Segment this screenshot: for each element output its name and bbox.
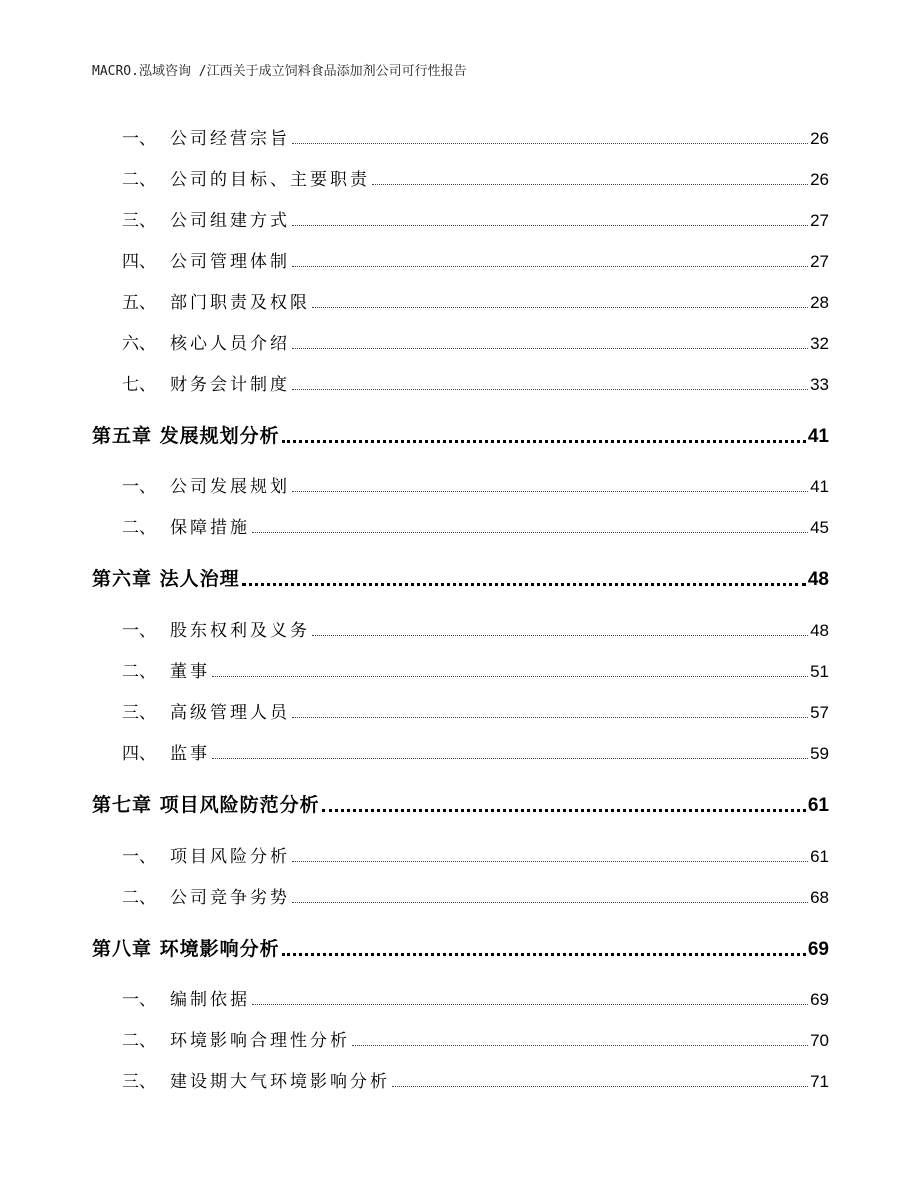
toc-entry-text: 股东权利及义务 — [170, 621, 310, 641]
toc-section-entry[interactable] — [92, 329, 829, 354]
toc-entry-number: 二、 — [122, 662, 156, 682]
toc-section-entry[interactable] — [92, 513, 829, 538]
toc-entry-text: 公司管理体制 — [170, 252, 290, 272]
toc-entry-number: 三、 — [122, 1072, 156, 1092]
toc-entry-number: 一、 — [122, 621, 156, 641]
toc-leader-dots — [322, 809, 806, 812]
toc-entry-text: 建设期大气环境影响分析 — [170, 1072, 390, 1092]
toc-entry-number: 一、 — [122, 477, 156, 497]
toc-leader-dots — [292, 348, 808, 349]
toc-leader-dots — [252, 532, 808, 533]
toc-entry-title — [122, 370, 290, 395]
toc-page-number: 41 — [807, 426, 829, 447]
toc-entry-text: 保障措施 — [170, 518, 250, 538]
toc-entry-text: 公司组建方式 — [170, 211, 290, 231]
toc-section-entry[interactable] — [92, 1067, 829, 1092]
toc-leader-dots — [212, 758, 808, 759]
toc-entry-number: 三、 — [122, 211, 156, 231]
toc-leader-dots — [252, 1004, 808, 1005]
toc-section-entry[interactable] — [92, 288, 829, 313]
toc-page-number: 51 — [810, 662, 829, 681]
toc-page-number: 26 — [810, 129, 829, 148]
toc-entry-title — [122, 124, 290, 149]
toc-entry-text: 监事 — [170, 744, 210, 764]
toc-page-number: 28 — [810, 293, 829, 312]
toc-section-entry[interactable] — [92, 616, 829, 641]
toc-entry-number: 一、 — [122, 990, 156, 1010]
toc-leader-dots — [242, 583, 806, 586]
toc-entry-text: 项目风险分析 — [170, 847, 290, 867]
toc-entry-title — [122, 165, 370, 190]
toc-entry-text: 第八章 环境影响分析 — [92, 938, 280, 960]
toc-entry-number: 一、 — [122, 847, 156, 867]
toc-entry-text: 高级管理人员 — [170, 703, 290, 723]
toc-chapter-entry[interactable] — [92, 934, 829, 961]
toc-section-entry[interactable] — [92, 1026, 829, 1051]
toc-section-entry[interactable] — [92, 883, 829, 908]
toc-leader-dots — [312, 635, 808, 636]
toc-page-number: 59 — [810, 744, 829, 763]
toc-entry-number: 六、 — [122, 334, 156, 354]
toc-leader-dots — [292, 491, 808, 492]
toc-page-number: 27 — [810, 211, 829, 230]
toc-page-number: 69 — [807, 939, 829, 960]
toc-entry-text: 核心人员介绍 — [170, 334, 290, 354]
toc-entry-title — [122, 329, 290, 354]
toc-section-entry[interactable] — [92, 739, 829, 764]
toc-entry-number: 五、 — [122, 293, 156, 313]
toc-entry-title — [92, 421, 280, 448]
toc-page-number: 48 — [807, 569, 829, 590]
toc-chapter-entry[interactable] — [92, 790, 829, 817]
toc-section-entry[interactable] — [92, 698, 829, 723]
toc-entry-number: 三、 — [122, 703, 156, 723]
toc-page-number: 48 — [810, 621, 829, 640]
toc-leader-dots — [282, 440, 806, 443]
toc-entry-title — [122, 513, 250, 538]
toc-entry-title — [122, 247, 290, 272]
toc-leader-dots — [352, 1045, 808, 1046]
toc-leader-dots — [292, 389, 808, 390]
toc-entry-text: 董事 — [170, 662, 210, 682]
toc-entry-title — [122, 985, 250, 1010]
toc-page-number: 26 — [810, 170, 829, 189]
toc-leader-dots — [372, 184, 808, 185]
toc-entry-title — [122, 698, 290, 723]
toc-entry-title — [122, 206, 290, 231]
toc-entry-title — [122, 739, 210, 764]
toc-entry-title — [92, 790, 320, 817]
toc-page-number: 41 — [810, 477, 829, 496]
toc-entry-text: 第六章 法人治理 — [92, 568, 240, 590]
toc-chapter-entry[interactable] — [92, 421, 829, 448]
toc-leader-dots — [282, 953, 806, 956]
toc-page-number: 45 — [810, 518, 829, 537]
toc-entry-number: 二、 — [122, 518, 156, 538]
toc-entry-text: 编制依据 — [170, 990, 250, 1010]
toc-page-number: 70 — [810, 1031, 829, 1050]
toc-entry-title — [122, 842, 290, 867]
toc-entry-title — [122, 288, 310, 313]
toc-section-entry[interactable] — [92, 472, 829, 497]
toc-section-entry[interactable] — [92, 206, 829, 231]
toc-entry-number: 七、 — [122, 375, 156, 395]
table-of-contents — [92, 0, 829, 1191]
toc-leader-dots — [292, 902, 808, 903]
toc-entry-text: 公司经营宗旨 — [170, 129, 290, 149]
toc-entry-title — [122, 472, 290, 497]
toc-entry-text: 第七章 项目风险防范分析 — [92, 794, 320, 816]
toc-page-number: 32 — [810, 334, 829, 353]
toc-entry-title — [122, 1067, 390, 1092]
toc-section-entry[interactable] — [92, 985, 829, 1010]
toc-leader-dots — [292, 266, 808, 267]
toc-page-number: 61 — [810, 847, 829, 866]
toc-entry-number: 一、 — [122, 129, 156, 149]
toc-section-entry[interactable] — [92, 657, 829, 682]
toc-entry-text: 财务会计制度 — [170, 375, 290, 395]
toc-chapter-entry[interactable] — [92, 564, 829, 591]
toc-page-number: 27 — [810, 252, 829, 271]
toc-entry-title — [92, 934, 280, 961]
toc-section-entry[interactable] — [92, 124, 829, 149]
toc-leader-dots — [292, 143, 808, 144]
toc-leader-dots — [292, 861, 808, 862]
toc-entry-text: 部门职责及权限 — [170, 293, 310, 313]
toc-page-number: 68 — [810, 888, 829, 907]
toc-entry-number: 四、 — [122, 252, 156, 272]
toc-page-number: 61 — [807, 795, 829, 816]
toc-section-entry[interactable] — [92, 370, 829, 395]
toc-entry-title — [122, 1026, 350, 1051]
toc-entry-text: 公司竞争劣势 — [170, 888, 290, 908]
page-header: MACRO.泓域咨询 /江西关于成立饲料食品添加剂公司可行性报告 — [92, 64, 467, 79]
toc-entry-title — [92, 564, 240, 591]
toc-leader-dots — [292, 225, 808, 226]
toc-entry-text: 公司的目标、主要职责 — [170, 170, 370, 190]
toc-leader-dots — [292, 717, 808, 718]
toc-entry-title — [122, 616, 310, 641]
toc-page-number: 57 — [810, 703, 829, 722]
toc-leader-dots — [312, 307, 808, 308]
toc-entry-text: 环境影响合理性分析 — [170, 1031, 350, 1051]
toc-page-number: 71 — [810, 1072, 829, 1091]
toc-entry-number: 四、 — [122, 744, 156, 764]
toc-entry-number: 二、 — [122, 1031, 156, 1051]
toc-section-entry[interactable] — [92, 247, 829, 272]
toc-entry-text: 第五章 发展规划分析 — [92, 425, 280, 447]
toc-entry-title — [122, 657, 210, 682]
toc-section-entry[interactable] — [92, 842, 829, 867]
toc-entry-text: 公司发展规划 — [170, 477, 290, 497]
toc-leader-dots — [392, 1086, 808, 1087]
toc-entry-number: 二、 — [122, 170, 156, 190]
toc-page-number: 33 — [810, 375, 829, 394]
toc-entry-title — [122, 883, 290, 908]
toc-section-entry[interactable] — [92, 165, 829, 190]
toc-entry-number: 二、 — [122, 888, 156, 908]
toc-page-number: 69 — [810, 990, 829, 1009]
toc-leader-dots — [212, 676, 808, 677]
